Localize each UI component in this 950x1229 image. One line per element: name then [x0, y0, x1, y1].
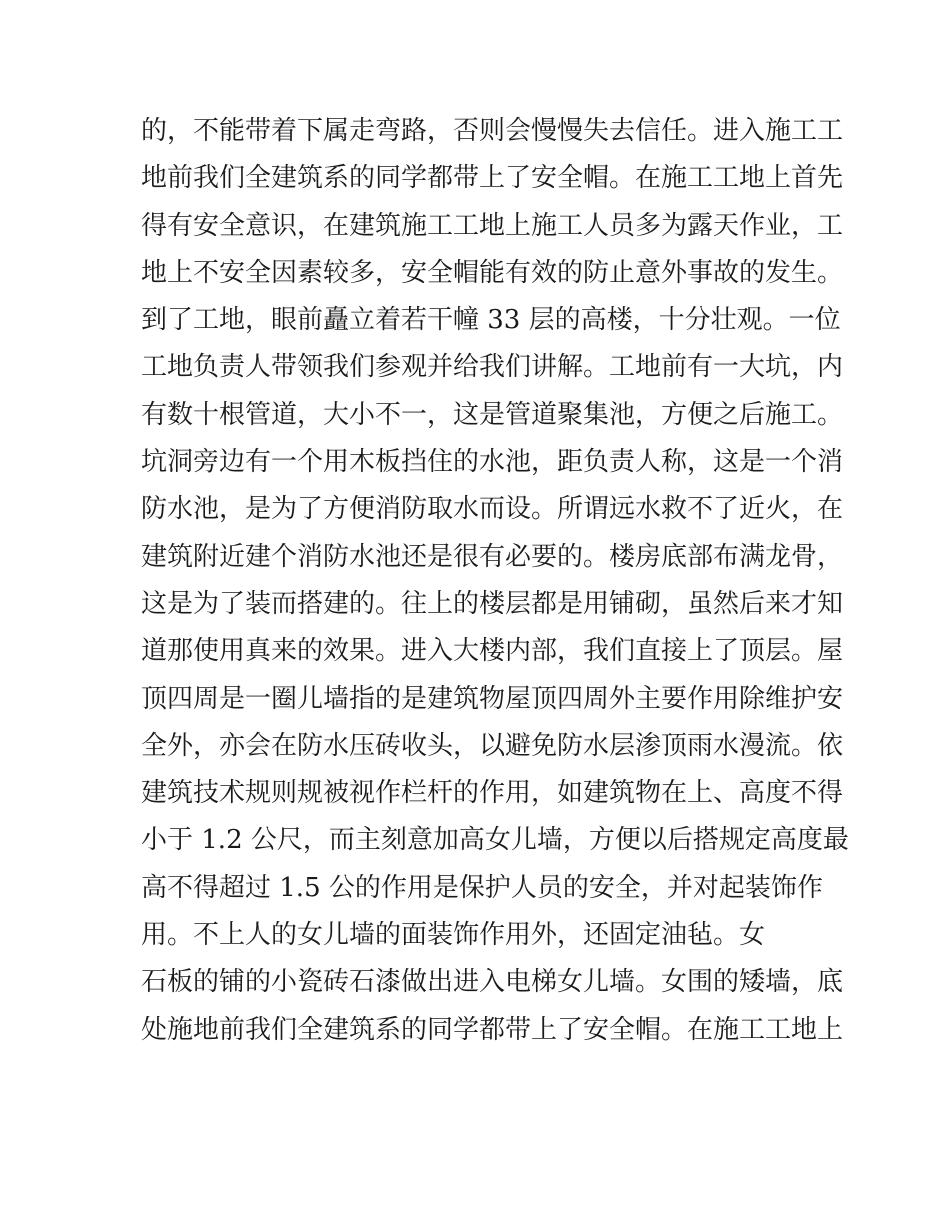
- text-line-5: 到了工地，眼前矗立着若干幢 33 层的高楼，十分壮观。一位: [141, 305, 841, 336]
- text-line-9: 防水池，是为了方便消防取水而设。所谓远水救不了近火，在: [141, 494, 844, 525]
- text-line-3: 得有安全意识，在建筑施工工地上施工人员多为露天作业，工: [141, 210, 844, 241]
- body-text: [141, 108, 849, 1054]
- text-line-1: 的，不能带着下属走弯路，否则会慢慢失去信任。进入施工工: [141, 116, 844, 146]
- text-line-17: 高不得超过 1.5 公的作用是保护人员的安全，并对起装饰作: [141, 872, 823, 903]
- text-line-4: 地上不安全因素较多，安全帽能有效的防止意外事故的发生。: [141, 257, 844, 288]
- text-line-6: 工地负责人带领我们参观并给我们讲解。工地前有一大坑，内: [141, 352, 844, 383]
- text-line-20: 处施地前我们全建筑系的同学都带上了安全帽。在施工工地上: [141, 1014, 844, 1045]
- text-line-13: 顶四周是一圈儿墙指的是建筑物屋顶四周外主要作用除维护安: [141, 683, 844, 714]
- text-line-15: 建筑技术规则规被视作栏杆的作用，如建筑物在上、高度不得: [141, 778, 844, 809]
- text-line-7: 有数十根管道，大小不一，这是管道聚集池，方便之后施工。: [141, 399, 844, 430]
- text-line-8: 坑洞旁边有一个用木板挡住的水池，距负责人称，这是一个消: [141, 447, 844, 478]
- text-line-19: 石板的铺的小瓷砖石漆做出进入电梯女儿墙。女围的矮墙，底: [141, 967, 844, 998]
- text-line-10: 建筑附近建个消防水池还是很有必要的。楼房底部布满龙骨，: [141, 541, 844, 572]
- text-line-16: 小于 1.2 公尺，而主刻意加高女儿墙，方便以后搭规定高度最: [141, 825, 849, 856]
- text-line-14: 全外，亦会在防水压砖收头，以避免防水层渗顶雨水漫流。依: [141, 730, 844, 761]
- text-line-11: 这是为了装而搭建的。往上的楼层都是用铺砌，虽然后来才知: [141, 588, 844, 619]
- text-line-2: 地前我们全建筑系的同学都带上了安全帽。在施工工地上首先: [141, 163, 844, 194]
- text-line-12: 道那使用真来的效果。进入大楼内部，我们直接上了顶层。屋: [141, 636, 844, 667]
- text-line-18: 用。不上人的女儿墙的面装饰作用外，还固定油毡。女: [141, 920, 766, 951]
